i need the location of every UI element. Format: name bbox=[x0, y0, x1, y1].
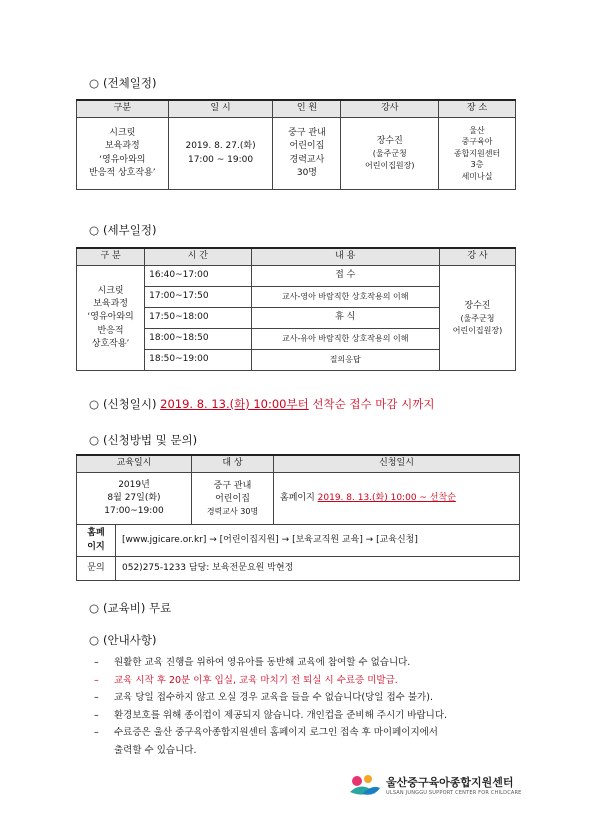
section-title: (세부일정) bbox=[103, 223, 157, 237]
col-header: 구분 bbox=[77, 100, 169, 118]
center-logo bbox=[348, 772, 522, 798]
section-fee bbox=[89, 600, 171, 616]
time-cell: 16:40~17:00 bbox=[145, 266, 251, 287]
col-header: 강사 bbox=[341, 100, 439, 118]
notice-item: – 환경보호를 위해 종이컵이 제공되지 않습니다. 개인컵을 준비해 주시기 바랍니다. bbox=[94, 709, 448, 721]
section-apply-method bbox=[89, 432, 197, 448]
circle-mark: ○ bbox=[89, 601, 100, 615]
datetime-cell: 2019. 8. 27.(화) 17:00 ~ 19:00 bbox=[168, 118, 273, 190]
detail-schedule-table bbox=[76, 247, 516, 371]
notice-item: – 교육 당일 접수하지 않고 오실 경우 교육을 들을 수 없습니다(당일 접수 불가). bbox=[94, 692, 433, 703]
col-header: 구 분 bbox=[77, 248, 145, 266]
lecturer-cell: 장수진 (울주군청 어린이집원장) bbox=[439, 266, 515, 371]
notice-list bbox=[94, 654, 524, 759]
edu-datetime-cell: 2019년 8월 27일(화) 17:00~19:00 bbox=[77, 473, 192, 525]
col-header: 강 사 bbox=[439, 248, 515, 266]
col-header: 신청일시 bbox=[274, 455, 520, 473]
logo-icon bbox=[348, 772, 382, 798]
col-header: 일 시 bbox=[168, 100, 273, 118]
logo-subtitle: ULSAN JUNGGU SUPPORT CENTER FOR CHILDCARE bbox=[386, 790, 522, 796]
circle-mark: ○ bbox=[89, 223, 100, 237]
notice-item-continued: 출력할 수 있습니다. bbox=[114, 744, 197, 756]
circle-mark: ○ bbox=[89, 433, 100, 447]
col-header: 인 원 bbox=[273, 100, 341, 118]
notice-item: – 교육 시작 후 20분 이후 입실, 교육 마치기 전 퇴실 시 수료증 미발급. bbox=[94, 674, 398, 686]
apply-date-highlight: 2019. 8. 13.(화) 10:00부터 bbox=[160, 397, 309, 411]
col-header: 대 상 bbox=[192, 455, 274, 473]
time-cell: 18:50~19:00 bbox=[145, 350, 251, 371]
category-cell: 시크릿 보육과정 ‘영유아와의 반응적 상호작용’ bbox=[77, 118, 169, 190]
section-title: (신청일시) bbox=[103, 397, 157, 411]
circle-mark: ○ bbox=[89, 76, 100, 90]
apply-method-table bbox=[76, 454, 520, 581]
circle-mark: ○ bbox=[89, 633, 100, 647]
col-header: 교육일시 bbox=[77, 455, 192, 473]
overall-schedule-table bbox=[76, 99, 516, 190]
apply-date-rest: 선착순 접수 마감 시까지 bbox=[308, 397, 435, 411]
col-header: 시 간 bbox=[145, 248, 251, 266]
category-cell: 시크릿 보육과정 ‘영유아와의 반응적 상호작용’ bbox=[77, 266, 145, 371]
apply-datetime-highlight: 2019. 8. 13.(화) 10:00 ~ 선착순 bbox=[317, 492, 456, 503]
logo-name: 울산중구육아종합지원센터 bbox=[386, 776, 514, 789]
section-title: (전체일정) bbox=[103, 76, 157, 90]
section-notice bbox=[89, 632, 156, 648]
section-title: (신청방법 및 문의) bbox=[103, 433, 198, 447]
time-cell: 18:00~18:50 bbox=[145, 329, 251, 350]
circle-mark: ○ bbox=[89, 397, 100, 411]
section-title: (교육비) 무료 bbox=[103, 601, 172, 615]
lecturer-cell: 장수진 (울주군청 어린이집원장) bbox=[341, 118, 439, 190]
inquiry-value: 052)275-1233 담당: 보육전문요원 박현정 bbox=[116, 557, 520, 581]
homepage-path: [www.jgicare.or.kr] → [어린이집지원] → [보육교직원 교육] → [교육신청] bbox=[116, 525, 520, 557]
apply-datetime-cell: 홈페이지 2019. 8. 13.(화) 10:00 ~ 선착순 bbox=[274, 473, 520, 525]
col-header: 장 소 bbox=[439, 100, 516, 118]
section-detail-schedule bbox=[89, 222, 156, 238]
place-cell: 울산 중구육아 종합지원센터 3층 세미나실 bbox=[439, 118, 516, 190]
content-cell: 교사-영아 바람직한 상호작용의 이해 bbox=[251, 287, 439, 308]
section-apply-date bbox=[89, 396, 434, 412]
content-cell: 질의응답 bbox=[251, 350, 439, 371]
time-cell: 17:00~17:50 bbox=[145, 287, 251, 308]
notice-item: – 수료증은 울산 중구육아종합지원센터 홈페이지 로그인 접속 후 마이페이지에서 bbox=[94, 727, 438, 738]
content-cell: 접 수 bbox=[251, 266, 439, 287]
time-cell: 17:50~18:00 bbox=[145, 308, 251, 329]
col-header: 내 용 bbox=[251, 248, 439, 266]
section-overall-schedule bbox=[89, 75, 156, 91]
section-title: (안내사항) bbox=[103, 633, 157, 647]
target-cell: 중구 관내 어린이집 경력교사 30명 bbox=[192, 473, 274, 525]
content-cell: 교사-유아 바람직한 상호작용의 이해 bbox=[251, 329, 439, 350]
content-cell: 휴 식 bbox=[251, 308, 439, 329]
homepage-label: 홈페 이지 bbox=[77, 525, 116, 557]
notice-item: – 원활한 교육 진행을 위하여 영유아를 동반해 교육에 참여할 수 없습니다. bbox=[94, 657, 411, 668]
inquiry-label: 문의 bbox=[77, 557, 116, 581]
people-cell: 중구 관내 어린이집 경력교사 30명 bbox=[273, 118, 341, 190]
